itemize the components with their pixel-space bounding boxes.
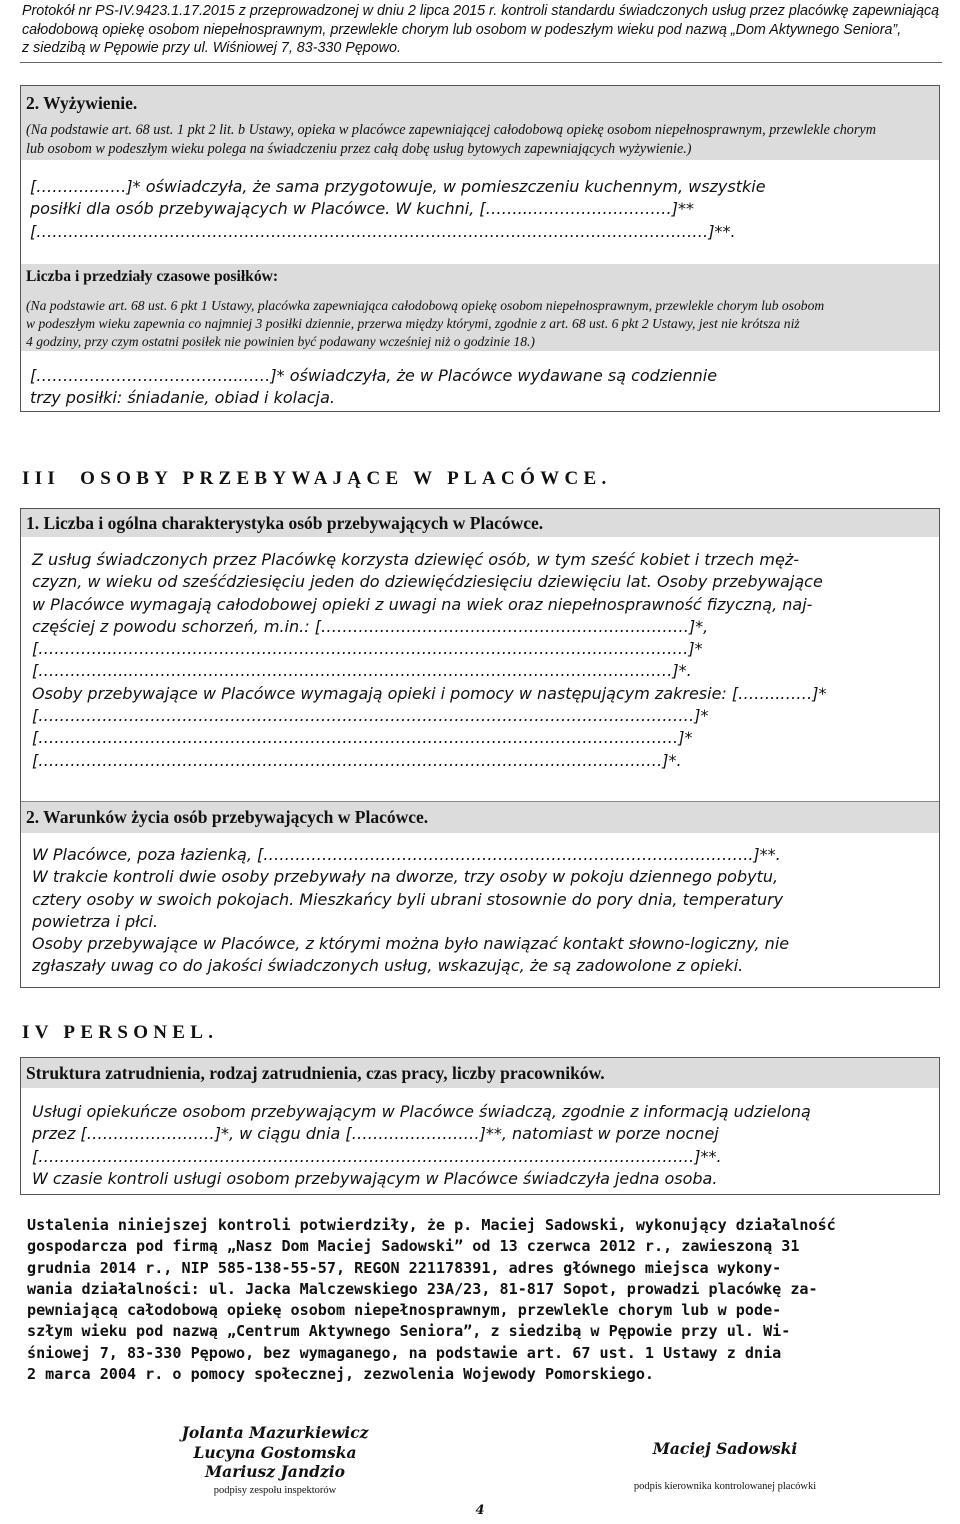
nutrition-header-bar (21, 86, 939, 160)
meals-statement: [………………………………..……]* oświadczyła, że w Placówce wydawane są codziennie trzy posiłki: śniadanie, obiad i kolacja. (30, 366, 718, 408)
section-iv-title: IV PERSONEL. (22, 1022, 219, 1043)
residents-characteristics-bar (21, 509, 939, 537)
inspector-name: Jolanta Mazurkiewicz (181, 1423, 369, 1442)
manager-caption: podpis kierownika kontrolowanej placówki (633, 1480, 817, 1492)
residents-characteristics-title: 1. Liczba i ogólna charakterystyka osób przebywających w Placówce. (26, 513, 544, 533)
meals-header-bar (21, 264, 939, 351)
nutrition-title: 2. Wyżywienie. (26, 93, 138, 113)
header-divider (20, 62, 942, 63)
header-line-1: Protokół nr PS-IV.9423.1.17.2015 z przeprowadzonej w dniu 2 lipca 2015 r. kontroli standardu świadczonych usług przez placówkę zapewniającą (22, 3, 940, 19)
living-conditions-body: W Placówce, poza łazienką, [………………………………………………………………………………..]**. W trakcie kontroli dwie osoby przebywały na dworze, trzy osoby w pokoju dziennego pobytu, cztery osoby w swoich pokojach. Mieszkańcy byli ubrani stosownie do pory dnia, temperatury powietrza i płci. Osoby przebywające w Placówce, z którymi można było nawiązać kontakt słowno-logiczny, nie zgłaszały uwag co do jakości świadczonych usług, wskazując, że są zadowolone z opieki. (32, 845, 790, 976)
manager-signature-block (600, 1439, 850, 1492)
header-line-3: z siedzibą w Pępowie przy ul. Wiśniowej 7, 83-330 Pępowo. (22, 40, 401, 56)
inspectors-signature-block (140, 1423, 410, 1496)
meals-legal-note: (Na podstawie art. 68 ust. 6 pkt 1 Ustawy, placówka zapewniająca całodobową opiekę osobom niepełnosprawnym, przewlekle chorym lub osobom w podeszłym wieku zapewnia co najmniej 3 posiłki dziennie, przerwa między którymi, zgodnie z art. 68 ust. 6 pkt 2 Ustawy, jest nie krótsza niż 4 godziny, przy czym ostatni posiłek nie powinien być podawany wcześniej niż o godzinie 18.) (26, 298, 825, 349)
meals-title: Liczba i przedziały czasowe posiłków: (26, 268, 279, 285)
living-conditions-bar (21, 801, 939, 833)
section-iii-title: III OSOBY PRZEBYWAJĄCE W PLACÓWCE. (22, 468, 612, 489)
page-number: 4 (475, 1503, 485, 1518)
inspector-name: Mariusz Jandzio (205, 1462, 345, 1481)
personnel-body: Usługi opiekuńcze osobom przebywającym w Placówce świadczą, zgodnie z informacją udzieloną przez [……………………]*, w ciągu dnia [……………………]**, natomiast w porze nocnej [……………………………………………………………………………………………………………]**. W czasie kontroli usługi osobom przebywającym w Placówce świadczyła jedna osoba. (32, 1102, 811, 1188)
nutrition-legal-note: (Na podstawie art. 68 ust. 1 pkt 2 lit. b Ustawy, opieka w placówce zapewniającej całodobową opiekę osobom niepełnosprawnym, przewlekle chorym lub osobom w podeszłym wieku polega na świadczeniu przez całą dobę usług bytowych zapewniających wyżywienie.) (26, 122, 876, 157)
manager-name: Maciej Sadowski (652, 1439, 798, 1458)
living-conditions-title: 2. Warunków życia osób przebywających w Placówce. (26, 807, 429, 827)
inspectors-caption: podpisy zespołu inspektorów (213, 1484, 337, 1496)
inspection-conclusion: Ustalenia niniejszej kontroli potwierdziły, że p. Maciej Sadowski, wykonujący działalność gospodarcza pod firmą „Nasz Dom Maciej Sadowski” od 13 czerwca 2012 r., zawieszoną 31 grudnia 2014 r., NIP 585-138-55-57, REGON 221178391, adres głównego miejsca wykony- wania działalności: ul. Jacka Malczewskiego 23A/23, 81-817 Sopot, prowadzi placówkę za- pewniającą całodobową opiekę osobom niepełnosprawnym, przewlekle chorym lub w pode- szłym wieku pod nazwą „Centrum Aktywnego Seniora”, z siedzibą w Pępowie przy ul. Wi- śniowej 7, 83-330 Pępowo, bez wymaganego, na podstawie art. 67 ust. 1 Ustawy z dnia 2 marca 2004 r. o pomocy społecznej, zezwolenia Wojewody Pomorskiego. (27, 1216, 836, 1384)
personnel-title: Struktura zatrudnienia, rodzaj zatrudnienia, czas pracy, liczby pracowników. (26, 1063, 605, 1083)
header-line-2: całodobową opiekę osobom niepełnosprawnym, przewlekle chorym lub osobom w podeszłym wieku pod nazwą „Dom Aktywnego Seniora”, (22, 21, 902, 38)
inspector-name: Lucyna Gostomska (193, 1442, 357, 1462)
personnel-header-bar (21, 1058, 939, 1088)
nutrition-statement: [………..……]* oświadczyła, że sama przygotowuje, w pomieszczeniu kuchennym, wszystkie posiłki dla osób przebywających w Placówce. W kuchni, [……..………………………]** [………………………………………………………………………………………………………………]**. (30, 177, 766, 241)
residents-section-box (20, 508, 940, 988)
residents-characteristics-body: Z usług świadczonych przez Placówkę korzysta dziewięć osób, w tym sześć kobiet i trzech męż- czyzn, w wieku od sześćdziesięciu jeden do dziewięćdziesięciu dziewięciu lat. Osoby przebywające w Placówce wymagają całodobowej opieki z uwagi na wiek oraz niepełnosprawność fizyczną, naj- częściej z powodu schorzeń, m.in.: [……………………………………………………………]*, […………..………………………………………………………………………………………………]* [……………..…………………………………………………………………………………………]*. Osoby przebywające w Placówce wymagają opieki i pomocy w następującym zakresie: [……..……]* [……………………………………………………………………………………………………………]* […………………………………………………………………………………………………………]* [………………………………………………………………………………………………………]*. (32, 550, 827, 770)
personnel-section-box (20, 1057, 940, 1195)
document-header (22, 2, 944, 58)
nutrition-section-box (20, 85, 940, 412)
